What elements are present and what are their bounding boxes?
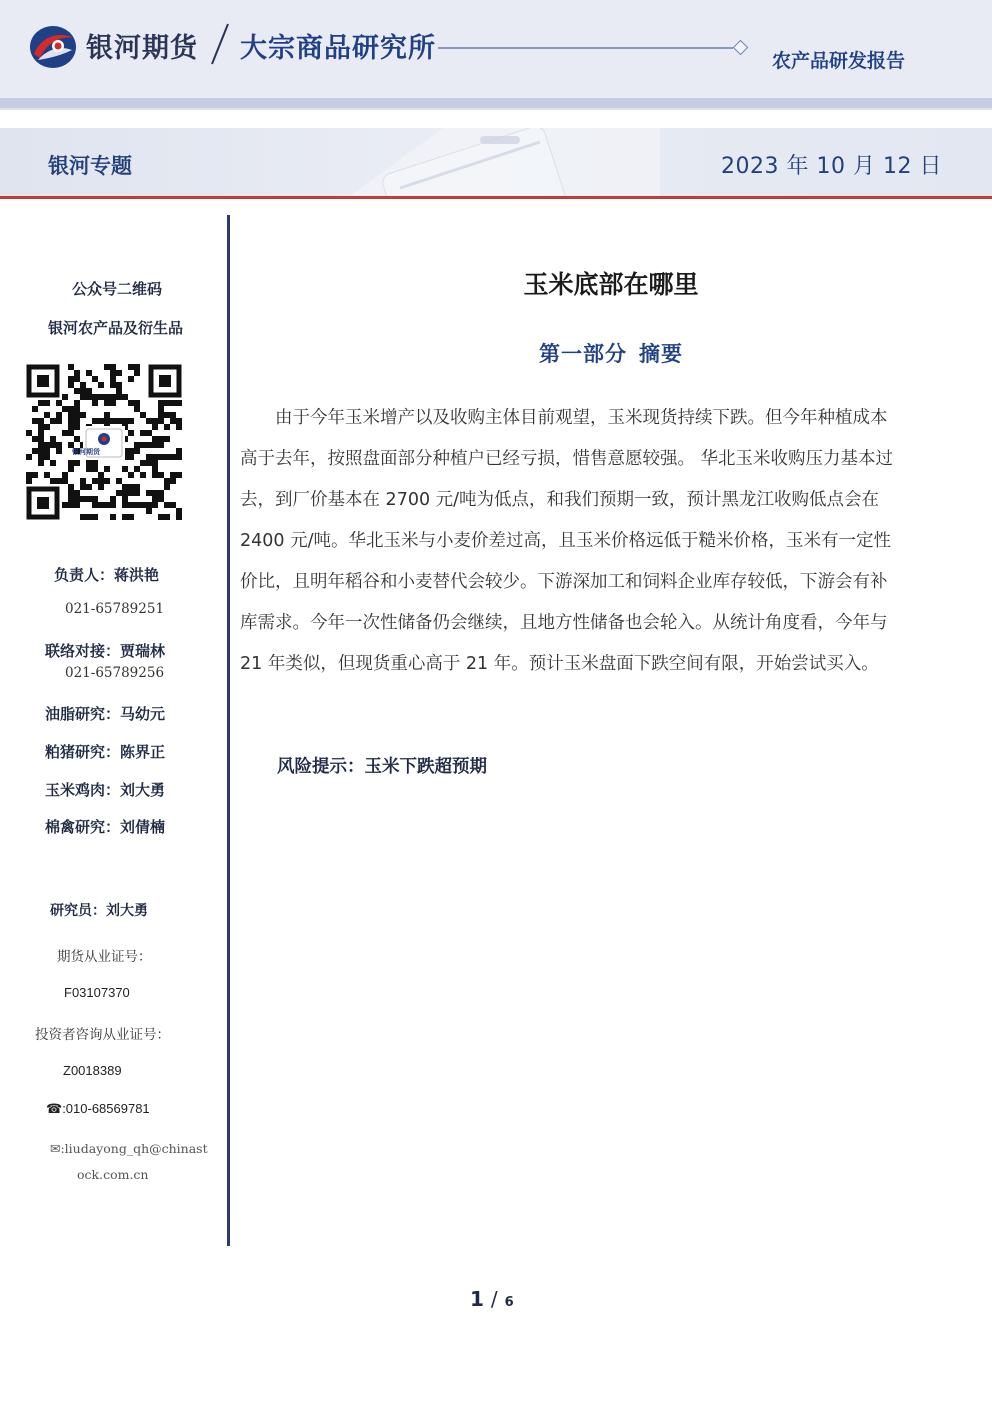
contact-lead-phone: 021-65789251 <box>65 601 165 617</box>
paragraph-line: 高于去年，按照盘面部分种植户已经亏损，惜售意愿较强。 华北玉米收购压力基本过 <box>240 449 894 469</box>
analyst-phone: ☎:010-68569781 <box>46 1101 150 1116</box>
slash-divider-icon <box>208 22 232 66</box>
paragraph-line: 库需求。今年一次性储备仍会继续，且地方性储备也会轮入。从统计角度看，今年与 <box>240 613 888 633</box>
report-type: 农产品研发报告 <box>772 50 906 72</box>
researcher-cotton-poultry: 棉禽研究：刘倩楠 <box>45 818 166 836</box>
page-number <box>470 1287 530 1311</box>
header-deco-line <box>438 47 733 49</box>
qr-code-icon <box>26 364 182 520</box>
advisor-cert-label: 投资者咨询从业证号： <box>35 1027 170 1043</box>
tablet-watermark-icon <box>330 128 660 196</box>
contact-lead: 负责人：蒋洪艳 <box>54 566 160 584</box>
researcher-corn-chicken: 玉米鸡肉：刘大勇 <box>45 781 166 799</box>
paragraph-line: 由于今年玉米增产以及收购主体目前观望，玉米现货持续下跌。但今年种植成本 <box>240 408 888 428</box>
contact-liaison: 联络对接：贾瑞林 <box>45 642 166 660</box>
report-date: 2023 年 10 月 12 日 <box>721 154 942 179</box>
report-category: 银河专题 <box>48 154 132 178</box>
contact-liaison-phone: 021-65789256 <box>65 665 165 681</box>
futures-cert-label: 期货从业证号： <box>57 949 152 965</box>
section-heading <box>230 338 992 368</box>
summary-paragraph <box>240 398 924 685</box>
page-separator: / <box>490 1287 498 1311</box>
qr-logo-text: 银河期货 <box>72 448 100 456</box>
qr-account-name: 银河农产品及衍生品 <box>48 319 184 337</box>
section-name: 摘要 <box>639 342 683 366</box>
researcher-oils: 油脂研究：马幼元 <box>45 705 166 723</box>
total-pages: 6 <box>504 1295 514 1310</box>
paragraph-line: 价比，且明年稻谷和小麦替代会较少。下游深加工和饲料企业库存较低，下游会有补 <box>240 572 888 592</box>
risk-warning: 风险提示：玉米下跌超预期 <box>277 757 487 777</box>
report-title: 玉米底部在哪里 <box>523 270 699 299</box>
qr-title: 公众号二维码 <box>72 280 163 298</box>
researcher-meal-hog: 粕猪研究：陈界正 <box>45 743 166 761</box>
header-stripe-thin <box>0 108 992 110</box>
analyst-email-line1: ✉:liudayong_qh@chinast <box>50 1141 208 1156</box>
galaxy-futures-logo-icon <box>28 24 78 70</box>
analyst-email-line2: ock.com.cn <box>77 1167 149 1182</box>
institute-name: 大宗商品研究所 <box>240 33 436 64</box>
paragraph-line: 去，到厂价基本在 2700 元/吨为低点，和我们预期一致，预计黑龙江收购低点会在 <box>240 490 880 510</box>
futures-cert-number: F03107370 <box>64 985 130 1000</box>
subheader-red-rule <box>0 196 992 199</box>
section-part: 第一部分 <box>539 342 627 366</box>
brand-name: 银河期货 <box>86 33 198 64</box>
header-stripe <box>0 98 992 108</box>
current-page: 1 <box>470 1287 484 1311</box>
advisor-cert-number: Z0018389 <box>63 1063 122 1078</box>
paragraph-line: 2400 元/吨。华北玉米与小麦价差过高，且玉米价格远低于糙米价格，玉米有一定性 <box>240 531 891 551</box>
paragraph-line: 21 年类似，但现货重心高于 21 年。预计玉米盘面下跌空间有限，开始尝试买入。 <box>240 654 879 674</box>
analyst-name: 研究员：刘大勇 <box>50 903 148 919</box>
